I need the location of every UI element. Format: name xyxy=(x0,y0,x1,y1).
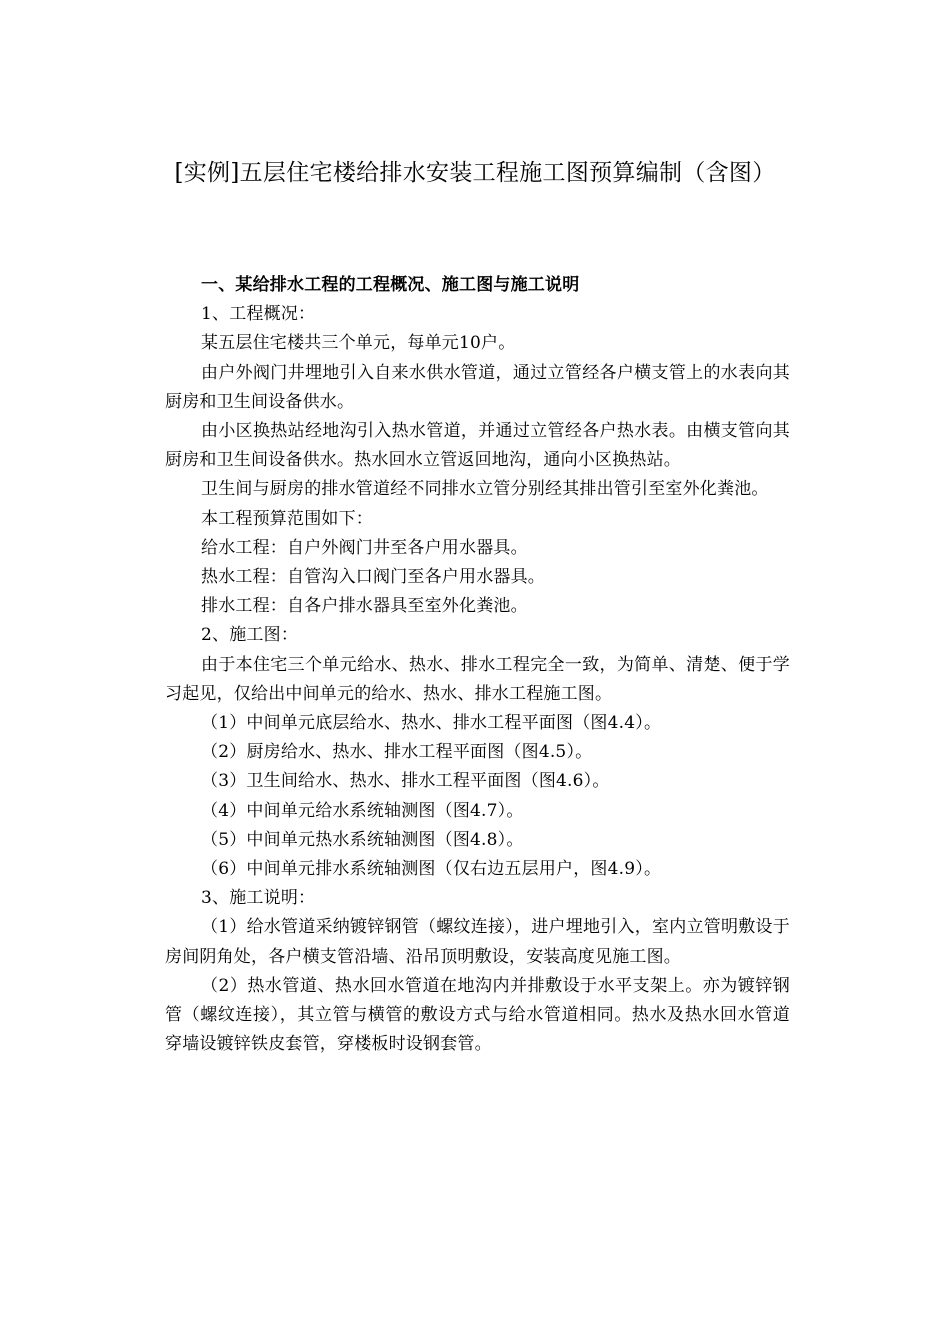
section-heading-overview: 一、某给排水工程的工程概况、施工图与施工说明 xyxy=(201,275,580,295)
subheading-construction-notes: 3、施工说明： xyxy=(201,888,316,909)
paragraph: 某五层住宅楼共三个单元，每单元10户。 xyxy=(201,333,516,354)
paragraph: 由小区换热站经地沟引入热水管道，并通过立管经各户热水表。由横支管向其厨房和卫生间设备供水。热水回水立管返回地沟，通向小区换热站。 xyxy=(165,421,790,471)
drawing-list-item: （6）中间单元排水系统轴测图（仅右边五层用户，图4.9）。 xyxy=(201,859,662,880)
drawing-list-item: （1）中间单元底层给水、热水、排水工程平面图（图4.4）。 xyxy=(201,713,662,734)
scope-item: 热水工程：自管沟入口阀门至各户用水器具。 xyxy=(201,567,545,588)
drawing-list-item: （2）厨房给水、热水、排水工程平面图（图4.5）。 xyxy=(201,742,593,763)
paragraph: 由户外阀门井埋地引入自来水供水管道，通过立管经各户横支管上的水表向其厨房和卫生间设备供水。 xyxy=(165,362,790,412)
construction-note: （2）热水管道、热水回水管道在地沟内并排敷设于水平支架上。亦为镀锌钢管（螺纹连接），其立管与横管的敷设方式与给水管道相同。热水及热水回水管道穿墙设镀锌铁皮套管，穿楼板时设钢套管。 xyxy=(165,975,790,1055)
scope-item: 排水工程：自各户排水器具至室外化粪池。 xyxy=(201,596,528,617)
subheading-project-overview: 1、工程概况： xyxy=(201,304,316,325)
construction-note: （1）给水管道采纳镀锌钢管（螺纹连接），进户埋地引入，室内立管明敷设于房间阴角处，各户横支管沿墙、沿吊顶明敷设，安装高度见施工图。 xyxy=(165,917,790,967)
paragraph: 本工程预算范围如下： xyxy=(201,508,373,529)
paragraph: 卫生间与厨房的排水管道经不同排水立管分别经其排出管引至室外化粪池。 xyxy=(201,479,769,500)
subheading-drawings: 2、施工图： xyxy=(201,625,299,646)
document-body xyxy=(165,271,790,1059)
drawing-list-item: （3）卫生间给水、热水、排水工程平面图（图4.6）。 xyxy=(201,771,610,792)
document-title: [实例]五层住宅楼给排水安装工程施工图预算编制（含图） xyxy=(174,160,776,186)
paragraph: 由于本住宅三个单元给水、热水、排水工程完全一致，为简单、清楚、便于学习起见，仅给出中间单元的给水、热水、排水工程施工图。 xyxy=(165,654,790,704)
drawing-list-item: （5）中间单元热水系统轴测图（图4.8）。 xyxy=(201,829,524,850)
drawing-list-item: （4）中间单元给水系统轴测图（图4.7）。 xyxy=(201,800,524,821)
scope-item: 给水工程：自户外阀门井至各户用水器具。 xyxy=(201,537,528,558)
